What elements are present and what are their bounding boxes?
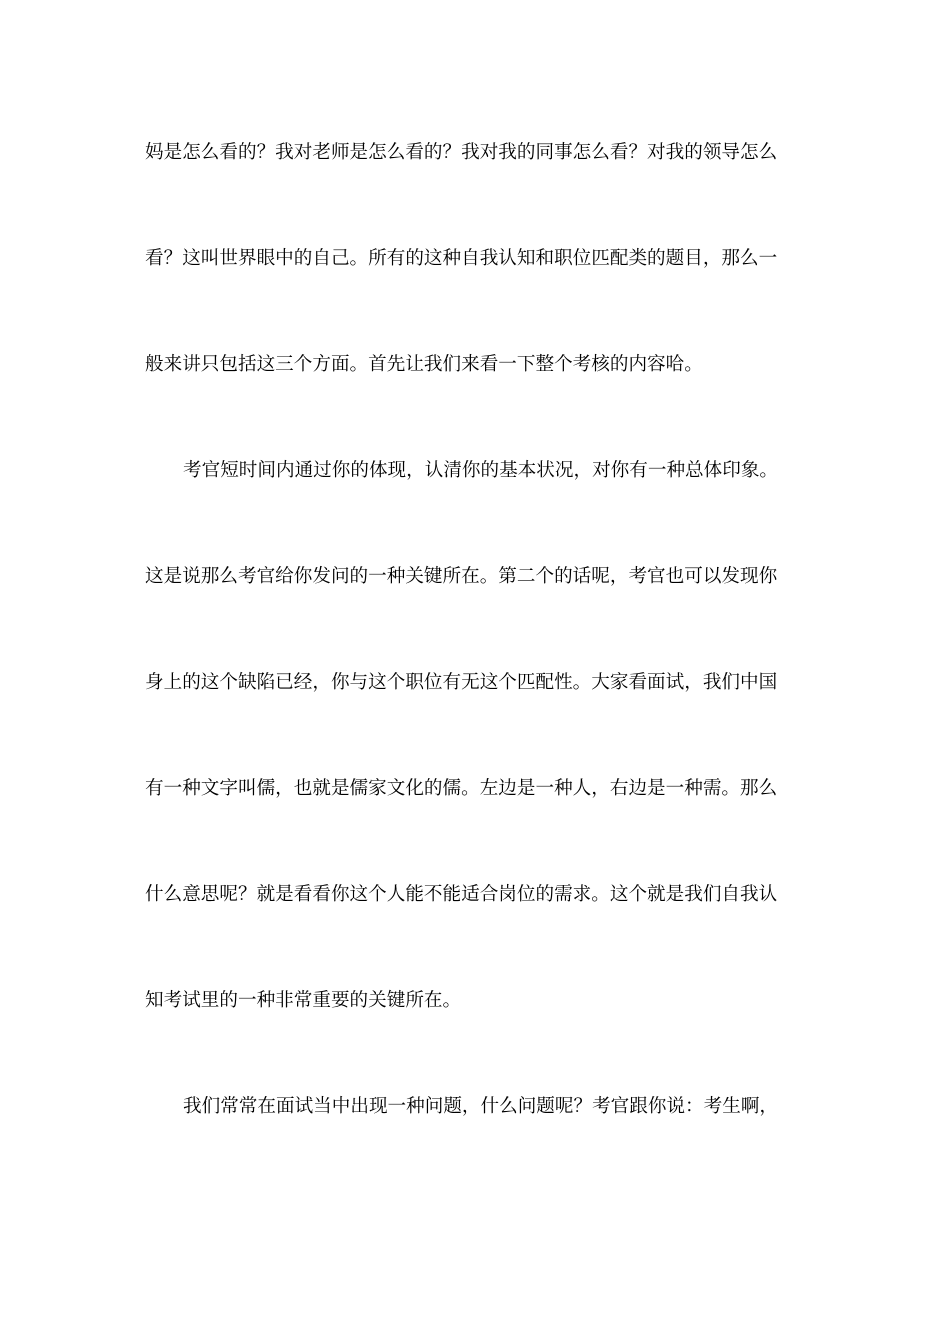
paragraph-first-line: 考官短时间内通过你的体现，认清你的基本状况，对你有一种总体印象。: [183, 460, 779, 481]
text-line: 看？这叫世界眼中的自己。所有的这种自我认知和职位匹配类的题目，那么一: [145, 248, 778, 269]
text-line: 妈是怎么看的？我对老师是怎么看的？我对我的同事怎么看？对我的领导怎么: [145, 142, 778, 163]
text-line: 什么意思呢？就是看看你这个人能不能适合岗位的需求。这个就是我们自我认: [145, 884, 778, 905]
paragraph-first-line: 我们常常在面试当中出现一种问题，什么问题呢？考官跟你说：考生啊，: [183, 1096, 779, 1117]
text-line: 这是说那么考官给你发问的一种关键所在。第二个的话呢，考官也可以发现你: [145, 566, 778, 587]
text-line: 有一种文字叫儒，也就是儒家文化的儒。左边是一种人，右边是一种需。那么: [145, 778, 778, 799]
text-line: 身上的这个缺陷已经，你与这个职位有无这个匹配性。大家看面试，我们中国: [145, 672, 778, 693]
text-line: 般来讲只包括这三个方面。首先让我们来看一下整个考核的内容哈。: [145, 354, 703, 375]
text-line: 知考试里的一种非常重要的关键所在。: [145, 990, 462, 1011]
